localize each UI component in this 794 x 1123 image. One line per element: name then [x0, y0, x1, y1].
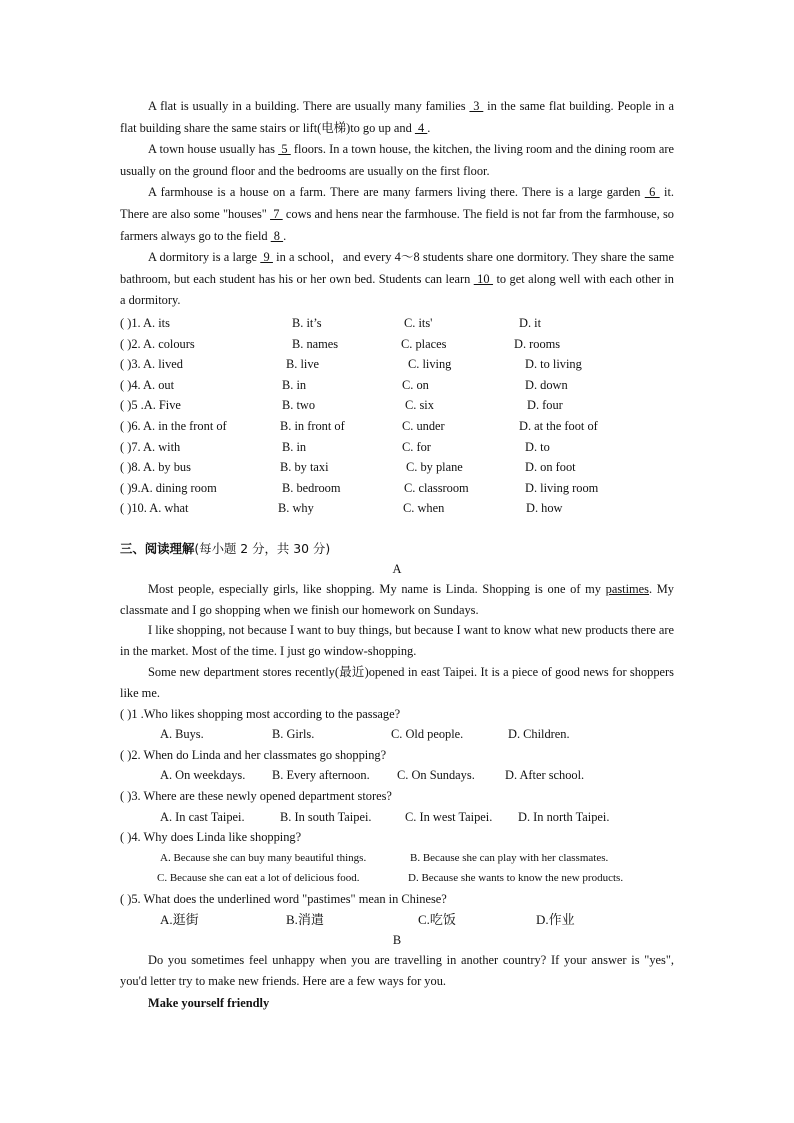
- passage-paragraph: I like shopping, not because I want to buy things, but because I want to know what new products there are in the market. Most of the time. I just go window-shopping.: [120, 623, 674, 659]
- question: ( )4. Why does Linda like shopping?: [120, 830, 302, 845]
- question: ( )2. When do Linda and her classmates go shopping?: [120, 747, 387, 762]
- answer-options: A. On weekdays. B. Every afternoon. C. On Sundays. D. After school.: [160, 768, 585, 783]
- question: ( )5. What does the underlined word "pastimes" mean in Chinese?: [120, 892, 447, 906]
- blank-8: 8: [270, 228, 284, 243]
- passage-paragraph: Do you sometimes feel unhappy when you are travelling in another country? If your answer is "yes", you'd letter try to make new friends. Here are a few ways for you.: [120, 953, 674, 989]
- cloze-options: [120, 313, 674, 519]
- blank-5: 5: [278, 142, 291, 157]
- option-row: ( )8. A. by bus B. by taxi C. by plane D. on foot: [120, 460, 576, 475]
- blank-10: 10: [473, 271, 494, 286]
- answer-options: C. Because she can eat a lot of delicious food. D. Because she wants to know the new products.: [157, 872, 624, 885]
- subheading: Make yourself friendly: [148, 996, 270, 1011]
- question: ( )1 .Who likes shopping most according to the passage?: [120, 706, 401, 721]
- option-row: ( )4. A. out B. in C. on D. down: [120, 377, 568, 392]
- passage-paragraph: A flat is usually in a building. There are usually many families 3 in the same flat building. People in a flat building share the same stairs or lift(电梯)to go up and 4 .: [120, 99, 674, 135]
- passage-paragraph: Some new department stores recently(最近)opened in east Taipei. It is a piece of good news for shoppers like me.: [120, 665, 674, 700]
- option-row: ( )1. A. its B. it’s C. its' D. it: [120, 315, 542, 330]
- option-row: ( )6. A. in the front of B. in front of C. under D. at the foot of: [120, 418, 598, 433]
- cloze-passage: [120, 96, 674, 312]
- option-row: ( )7. A. with B. in C. for D. to: [120, 439, 550, 454]
- questions-a: [120, 704, 674, 931]
- answer-options: A. Because she can buy many beautiful things. B. Because she can play with her classmates.: [160, 851, 609, 864]
- passage-paragraph: A town house usually has 5 floors. In a town house, the kitchen, the living room and the dining room are usually on the ground floor and the bedrooms are usually on the first floor.: [120, 142, 674, 178]
- passage-paragraph: A dormitory is a large 9 in a school，and every 4～8 students share one dormitory. They share the same bathroom, but each student has his or her own bed. Students can learn 10 to get along well with each other in a dormitory.: [120, 250, 674, 308]
- blank-3: 3: [469, 99, 484, 113]
- passage-paragraph: Most people, especially girls, like shopping. My name is Linda. Shopping is one of my pastimes. My classmate and I go shopping when we finish our homework on Sundays.: [120, 581, 675, 617]
- passage-label-b: B: [392, 933, 402, 948]
- option-row: ( )10. A. what B. why C. when D. how: [120, 501, 563, 516]
- underlined-word: pastimes: [605, 581, 650, 596]
- blank-7: 7: [270, 206, 283, 221]
- answer-options: A. In cast Taipei. B. In south Taipei. C. In west Taipei. D. In north Taipei.: [160, 809, 610, 824]
- answer-options: A.逛街 B.消遣 C.吃饭 D.作业: [160, 911, 575, 927]
- option-row: ( )2. A. colours B. names C. places D. rooms: [120, 336, 561, 351]
- question: ( )3. Where are these newly opened department stores?: [120, 789, 392, 804]
- blank-6: 6: [644, 185, 660, 200]
- document-page: [120, 96, 674, 1014]
- passage-label-a: A: [392, 561, 402, 576]
- answer-options: A. Buys. B. Girls. C. Old people. D. Children.: [160, 727, 570, 742]
- reading-passage-b: [120, 950, 674, 1014]
- passage-paragraph: A farmhouse is a house on a farm. There are many farmers living there. There is a large garden 6 it. There are also some "houses" 7 cows and hens near the farmhouse. The field is not far from the farmhouse, so farmers always go to the field 8 .: [120, 185, 675, 243]
- option-row: ( )9.A. dining room B. bedroom C. classroom D. living room: [120, 480, 599, 495]
- option-row: ( )3. A. lived B. live C. living D. to living: [120, 357, 582, 372]
- option-row: ( )5 .A. Five B. two C. six D. four: [120, 398, 563, 413]
- section-heading: 三、阅读理解(每小题 2 分，共 30 分): [120, 540, 331, 556]
- blank-4: 4: [414, 120, 428, 135]
- blank-9: 9: [260, 250, 273, 265]
- reading-passage-a: [120, 579, 674, 704]
